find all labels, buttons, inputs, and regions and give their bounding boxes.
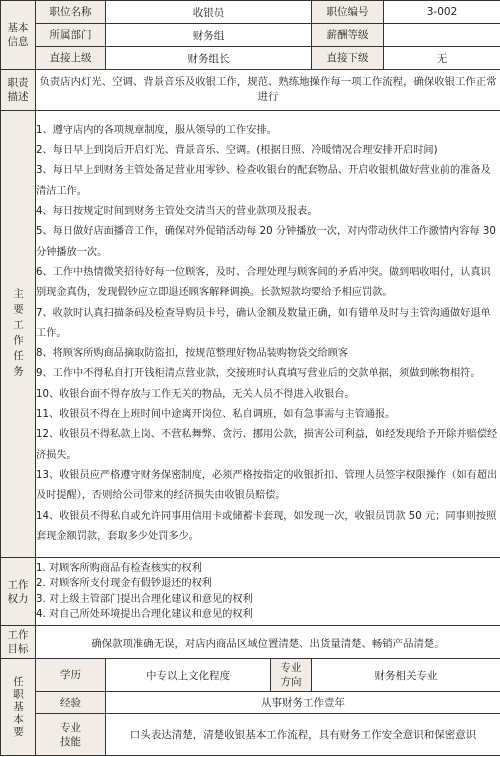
salary-level-label: 薪酬等级	[312, 24, 384, 47]
duty-item: 7、收款时认真扫描条码及检查导购员卡号，确认金额及数量正确，如有错单及时与主管沟通做好退单工作。	[36, 307, 491, 339]
authority-item: 2. 对顾客所支付现金有假钞退还的权利	[36, 578, 212, 589]
goal-row	[1, 626, 500, 659]
skills-row	[1, 714, 500, 756]
duties-list	[36, 111, 500, 558]
subordinate-label: 直接下级	[312, 47, 384, 70]
duty-item: 12、收银员不得私款上岗、不营私舞弊、贪污、挪用公款，损害公司利益，如经发现给予开除并赔偿经济损失。	[36, 429, 498, 461]
experience-value: 从事财务工作壹年	[106, 692, 500, 714]
authority-list	[36, 558, 500, 626]
duty-item: 10、收银台面不得存放与工作无关的物品，无关人员不得进入收银台。	[36, 388, 355, 400]
goal-text: 确保款项准确无误，对店内商品区域位置清楚、出货量清楚、畅销产品清楚。	[36, 626, 500, 659]
duty-item: 2、每日早上到岗后开启灯光、背景音乐、空调。(根据日照、冷暖情况合理安排开启时间)	[36, 145, 438, 157]
duty-item: 6、工作中热情微笑招待好每一位顾客，及时、合理处理与顾客间的矛盾冲突。做到唱收唱付，认真识别现金真伪，发现假钞应立即退还顾客解释调换。长款短款均要给予相应罚款。	[36, 266, 491, 299]
skills-label: 专业技能	[60, 721, 81, 748]
major-label: 专业方向	[280, 662, 302, 688]
goal-section-label-cell	[1, 626, 36, 659]
duty-item: 1、遵守店内的各项规章制度，服从领导的工作安排。	[36, 124, 277, 136]
skills-label-cell	[36, 714, 106, 756]
duty-item: 14、收银员不得私自或允许同事用信用卡或储蓄卡套现，如发现一次，收银员罚款 50 元；同事则按照套现金额罚款，套取多少处罚多少。	[36, 510, 497, 542]
basic-section-label-cell	[1, 1, 36, 70]
duty-item: 11、收银员不得在上班时间中途离开岗位、私自调班，如有急事需与主管通报。	[36, 409, 396, 421]
department-value: 财务组	[106, 24, 312, 47]
salary-level-value	[384, 24, 500, 47]
education-value: 中专以上文化程度	[106, 659, 271, 692]
authority-section-label: 工作权力	[7, 578, 29, 605]
position-code-label: 职位编号	[312, 1, 384, 24]
authority-item: 1. 对顾客所购商品有检查核实的权利	[36, 562, 202, 574]
duty-item: 13、收银员应严格遵守财务保密制度，必须严格按指定的收银折扣、管理人员签字权限操作（如有超出及时提醒），否则给公司带来的经济损失由收银员赔偿。	[36, 469, 498, 502]
basic-row-2	[1, 24, 500, 47]
authority-item: 3. 对上级主管部门提出合理化建议和意见的权利	[36, 593, 253, 605]
authority-row	[1, 558, 500, 626]
basic-section-label: 基本信息	[7, 22, 29, 48]
position-name-value: 收银员	[106, 1, 312, 24]
position-code-value: 3-002	[384, 1, 500, 24]
experience-row	[1, 692, 500, 714]
basic-row-3	[1, 47, 500, 70]
duties-section-label: 主要工作任务	[12, 287, 24, 381]
superior-label: 直接上级	[36, 47, 106, 70]
duty-item: 5、每日做好店面播音工作，确保对外促销活动每 20 分钟播放一次，对内带动伙伴工作激情内容每 30 分钟播放一次。	[36, 226, 496, 258]
duty-item: 9、工作中不得私自打开钱柜清点营业款，交接班时认真填写营业后的交款单据，须做到帐物相符。	[36, 368, 481, 380]
duty-item: 4、每日按规定时间到财务主管处交清当天的营业款项及报表。	[36, 206, 318, 218]
education-label: 学历	[36, 659, 106, 692]
qualification-section-label-cell	[1, 659, 36, 756]
subordinate-value: 无	[384, 47, 500, 70]
description-section-label-cell	[1, 70, 36, 111]
qualification-section-label: 任职基本要	[12, 675, 24, 739]
basic-row-1	[1, 1, 500, 24]
description-row	[1, 70, 500, 111]
position-name-label: 职位名称	[36, 1, 106, 24]
duty-item: 3、每日早上到财务主管处备足营业用零钞、检查收银台的配套物品、开启收银机做好营业前的准备及清洁工作。	[36, 165, 491, 197]
goal-section-label: 工作目标	[7, 629, 29, 655]
duty-item: 8、将顾客所购商品摘取防盗扣，按规范整理好物品装购物袋交给顾客	[36, 348, 349, 360]
major-value: 财务相关专业	[312, 659, 500, 692]
skills-value: 口头表达清楚，清楚收银基本工作流程，具有财务工作安全意识和保密意识	[106, 714, 500, 756]
experience-label: 经验	[36, 692, 106, 714]
education-row	[1, 659, 500, 692]
description-text: 负责店内灯光、空调、背景音乐及收银工作，规范、熟练地操作每一项工作流程，确保收银工作正常进行	[36, 70, 500, 111]
authority-section-label-cell	[1, 558, 36, 626]
department-label: 所属部门	[36, 24, 106, 47]
authority-item: 4. 对自己所处环境提出合理化建议和意见的权利	[36, 609, 253, 620]
duties-section-label-cell	[1, 111, 36, 558]
duties-row	[1, 111, 500, 558]
major-label-cell	[271, 659, 312, 692]
superior-value: 财务组长	[106, 47, 312, 70]
description-section-label: 职责描述	[7, 77, 29, 103]
